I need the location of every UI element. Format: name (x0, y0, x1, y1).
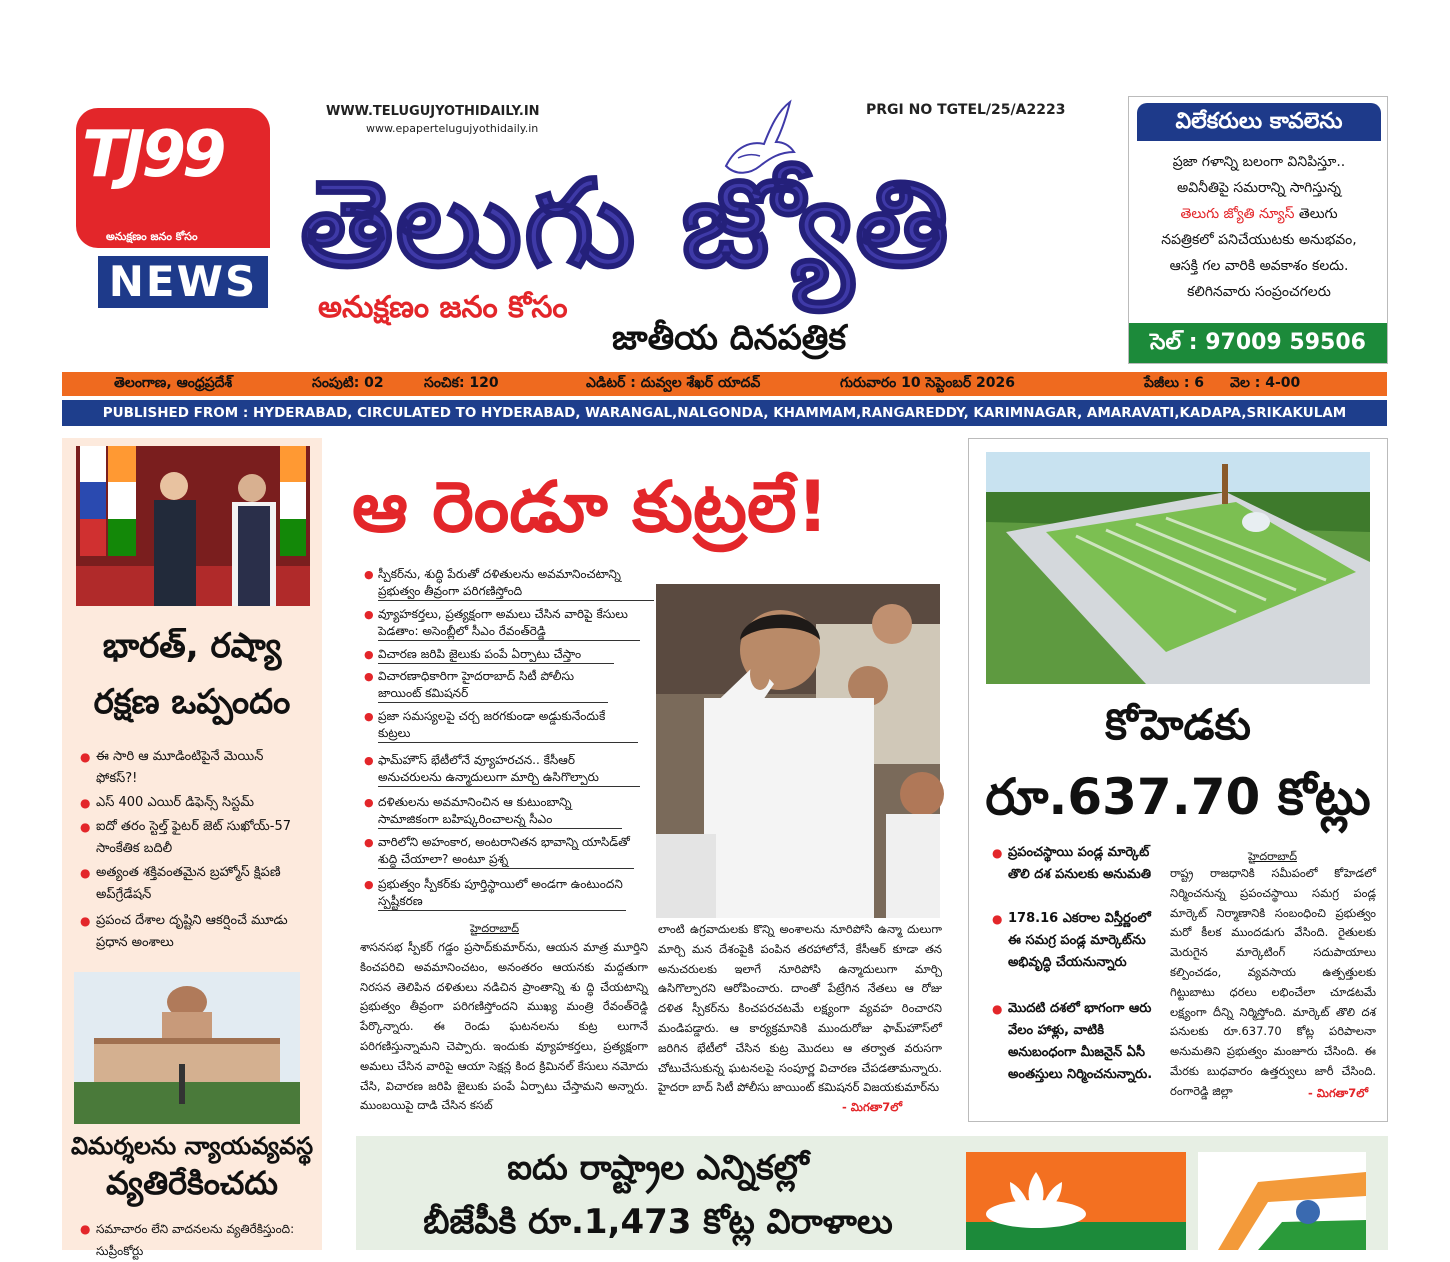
ad-body (1135, 149, 1383, 305)
logo-news-text: NEWS (98, 256, 268, 308)
lotus-icon (966, 1152, 1186, 1250)
center-bullet: ● ఫామ్‌హౌస్ భేటీలోనే వ్యూహరచన.. కేసీఆర్ అనుచరులను ఉన్మాదులుగా మార్చి ఉసిగొల్పారు (378, 752, 640, 787)
issue-info-bar (62, 372, 1387, 396)
right-headline-line-1[interactable]: కోహెడకు (1105, 700, 1251, 749)
left-headline[interactable] (62, 618, 322, 730)
leaders-photo-illustration (76, 446, 310, 606)
market-photo-illustration (986, 452, 1370, 684)
info-pages: పేజీలు : 6 (1144, 375, 1205, 391)
left-headline-line-2: రక్షణ ఒప్పందం (93, 682, 291, 722)
leaders-handshake-photo[interactable] (76, 446, 310, 606)
cm-photo-illustration (656, 584, 940, 918)
court-photo-illustration (74, 972, 300, 1124)
bjp-flag-photo (966, 1152, 1186, 1250)
left-bullet: ● ఐదో తరం స్టెల్త్ ఫైటర్ జెట్ సుఖోయ్-57 సాంకేతిక బదిలీ (96, 816, 306, 860)
right-body: రాష్ట్ర రాజధానికి సమీపంలో కోహెడలో నిర్మించనున్న ప్రపంచస్థాయి సమగ్ర పండ్ల మార్కెట్ నిర్మాణానికి సంబంధించి ప్రభుత్వం మరో కీలక ముందడుగు వేసింది. రైతులకు మెరుగైన మార్కెటింగ్ సదుపాయాలు కల్పించడం, వ్యవసాయ ఉత్పత్తులకు గిట్టుబాటు ధరలు లభించేలా చూడటమే లక్ష్యంగా దీన్ని నిర్మిస్తోంది. మార్కెట్ తొలి దశ పనులకు రూ.637.70 కోట్ల పరిపాలనా అనుమతిని ప్రభుత్వం మంజూరు చేసింది. ఈ మేరకు బుధవారం ఉత్తర్వులు జారీ చేసింది. రంగారెడ్డి జిల్లా (1170, 866, 1376, 1098)
right-bullet: ● 178.16 ఎకరాల విస్తీర్ణంలో ఈ సమగ్ర పండ్ల మార్కెట్‌ను అభివృద్ధి చేయనున్నారు (1008, 908, 1158, 974)
website-url[interactable]: WWW.TELUGUJYOTHIDAILY.IN (326, 104, 540, 119)
center-bullet: ● విచారణాధికారిగా హైదరాబాద్ సిటీ పోలీసు జాయింట్ కమిషనర్ (378, 668, 608, 703)
court-headline-line-1[interactable]: విమర్శలను న్యాయవ్యవస్థ (70, 1132, 314, 1160)
court-headline-line-2[interactable]: వ్యతిరేకించదు (106, 1164, 278, 1202)
supreme-court-photo[interactable] (74, 972, 300, 1124)
center-body-left: శాసనసభ స్పీకర్ గడ్డం ప్రసాద్‌కుమార్‌ను, ఆయన మాత్ర మూర్తిని కించపరిచి అవమానించటం, అనంతరం ఆయనకు మద్దతుగా నిరసన తెలిపిన దళితులు నడిచిన ప్రాంతాన్ని శు ద్ధి చేయటాన్ని ప్రభుత్వం తీవ్రంగా పరిగణిస్తోందని ముఖ్య మంత్రి రేవంత్‌రెడ్డి పేర్కొన్నారు. ఈ రెండు ఘటనలను కుట్ర లుగానే పరిగణిస్తున్నామని చెప్పారు. ఇందుకు వ్యూహకర్తలు, ప్రత్యక్షంగా అమలు చేసిన వారిపై ఆయా సెక్షన్ల కింద క్రిమినల్ కేసులు నమోదు చేసి, విచారణ జరిపి జైలుకు పంపే ఏర్పాటు చేస్తామని అన్నారు. ముంబయిపై దాడి చేసిన కసబ్ (360, 940, 648, 1113)
info-editor: ఎడిటర్ : దువ్వల శేఖర్ యాదవ్ (586, 375, 761, 391)
hand-icon (1198, 1152, 1366, 1250)
center-bullet: ● దళితులను అవమానించిన ఆ కుటుంబాన్ని సామాజికంగా బహిష్కరించాలన్న సీఎం (378, 794, 622, 829)
logo-tagline: అనుక్షణం జనం కోసం (106, 230, 198, 243)
published-from-bar: PUBLISHED FROM : HYDERABAD, CIRCULATED TO HYDERABAD, WARANGAL,NALGONDA, KHAMMAM,RANGAREDDY, KARIMNAGAR, AMARAVATI,KADAPA,SRIKAKULAM (62, 400, 1387, 426)
center-body-right: లాంటి ఉగ్రవాదులకు కొన్ని అంశాలను నూరిపోసి ఉన్మా దులుగా మార్చి మన దేశంపైకి పంపిన తరహాలోనే, కేసీఆర్ కూడా తన అనుచరులకు ఇలాగే నూరిపోసి ఉన్మాదులుగా మార్చి ఉసిగొల్పారని ఆరోపించారు. దాంతో పేట్రేగిన నేతలు ఆ రోజు దళిత స్పీకర్‌ను కించపరచటమే లక్ష్యంగా వ్యవహ రించారని మండిపడ్డారు. ఆ కార్యక్రమానికి ముందురోజు ఫామ్‌హౌస్‌లో జరిగిన భేటీలో చేసిన కుట్ర మొదలు ఆ తర్వాత వరుసగా చోటుచేసుకున్న ఘటనలపై సంపూర్ణ విచారణ చేపడతామన్నారు. హైదరా బాద్ సిటీ పోలీసు జాయింట్ కమిషనర్ విజయకుమార్‌ను (658, 922, 942, 1095)
center-bullet: ● ప్రజా సమస్యలపై చర్చ జరగకుండా అడ్డుకునేందుకే కుట్రలు (378, 708, 638, 743)
info-issue: సంచిక: 120 (424, 375, 499, 391)
newspaper-tagline: అనుక్షణం జనం కోసం (318, 290, 568, 325)
left-bullet: ● అత్యంత శక్తివంతమైన బ్రహ్మోస్ క్షిపణి అప్‌గ్రేడేషన్ (96, 862, 306, 906)
left-bullet: ● ఎస్ 400 ఎయిర్ డిఫెన్స్ సిస్టమ్ (96, 792, 306, 814)
prgi-number: PRGI NO TGTEL/25/A2223 (866, 102, 1066, 118)
tj99-news-logo (76, 108, 270, 308)
center-bullet: ● ప్రభుత్వం స్పీకర్‌కు పూర్తిస్థాయిలో అండగా ఉంటుందని స్పష్టీకరణ (378, 876, 626, 911)
court-bullet: ● సమాచారం లేని వాదనలను వ్యతిరేకిస్తుంది: సుప్రీంకోర్టు (96, 1218, 306, 1262)
right-dateline: హైదరాబాద్ (1248, 850, 1297, 863)
main-headline[interactable]: ఆ రెండూ కుట్రలే! (352, 466, 829, 548)
fruit-market-rendering[interactable] (986, 452, 1370, 684)
ad-line: అవినీతిపై సమరాన్ని సాగిస్తున్న (1177, 180, 1341, 196)
info-date: గురువారం 10 సెప్టెంబర్ 2026 (840, 375, 1015, 391)
epaper-url[interactable]: www.epapertelugujyothidaily.in (366, 122, 539, 135)
center-bullet: ● వారిలోని అహంకార, అంటరానితన భావాన్ని యాసిడ్‌తో శుద్ధి చేయాలా? అంటూ ప్రశ్న (378, 834, 634, 869)
bottom-headline-line-1[interactable]: ఐదు రాష్ట్రాల ఎన్నికల్లో (507, 1148, 809, 1188)
ad-heading: విలేకరులు కావలెను (1137, 103, 1381, 141)
chief-minister-photo[interactable] (656, 584, 940, 918)
ad-highlight-suffix: తెలుగు (1294, 206, 1338, 222)
center-bullet: ● స్పీకర్‌ను, శుద్ధి పేరుతో దళితులను అవమానించటాన్ని ప్రభుత్వం తీవ్రంగా పరిగణిస్తోంది (378, 566, 654, 601)
center-bullet: ● విచారణ జరిపి జైలుకు పంపే ఏర్పాటు చేస్తాం (378, 646, 614, 664)
newspaper-subtitle: జాతీయ దినపత్రిక (612, 318, 847, 358)
reporters-wanted-ad (1128, 96, 1388, 364)
ad-line (1135, 201, 1383, 227)
ad-line: ఆసక్తి గల వారికి అవకాశం కలదు. (1169, 258, 1349, 274)
logo-tj99-text: TJ99 (82, 118, 223, 192)
right-continued[interactable]: - మిగతా7లో (1308, 1086, 1369, 1100)
congress-flag-photo (1198, 1152, 1366, 1250)
left-headline-line-1: భారత్, రష్యా (102, 626, 282, 666)
left-bullet: ● ప్రపంచ దేశాల దృష్టిని ఆకర్షించే మూడు ప్రధాన అంశాలు (96, 910, 306, 954)
center-continued[interactable]: - మిగతా7లో (842, 1100, 903, 1114)
bottom-headline-line-2[interactable]: బీజేపీకి రూ.1,473 కోట్ల విరాళాలు (423, 1202, 893, 1242)
right-bullet: ● మొదటి దశలో భాగంగా ఆరు వేలం హాళ్లు, వాటికి అనుబంధంగా మీజనైన్ ఏసీ అంతస్తులు నిర్మించనున్నారు. (1008, 998, 1158, 1086)
info-volume: సంపుటి: 02 (312, 375, 384, 391)
info-states: తెలంగాణ, ఆంధ్రప్రదేశ్ (114, 375, 233, 391)
left-bullet: ● ఈ సారి ఆ మూడింటిపైనే మెయిన్ ఫోకస్?! (96, 746, 306, 790)
newspaper-title: తెలుగు జ్యోతి (300, 155, 951, 294)
ad-highlight: తెలుగు జ్యోతి న్యూస్ (1180, 206, 1295, 222)
right-bullet: ● ప్రపంచస్థాయి పండ్ల మార్కెట్ తొలి దశ పనులకు అనుమతి (1008, 842, 1158, 886)
ad-line: నపత్రికలో పనిచేయుటకు అనుభవం, (1161, 232, 1357, 248)
ad-line: ప్రజా గళాన్ని బలంగా వినిపిస్తూ.. (1172, 154, 1346, 170)
info-price: వెల : 4-00 (1230, 375, 1301, 391)
ad-line: కలిగినవారు సంప్రంచగలరు (1187, 284, 1331, 300)
center-bullet: ● వ్యూహకర్తలు, ప్రత్యక్షంగా అమలు చేసిన వారిపై కేసులు పెడతాం: అసెంబ్లీలో సీఎం రేవంత్‌రెడ్డి (378, 606, 640, 641)
right-headline-line-2[interactable]: రూ.637.70 కోట్లు (985, 768, 1371, 826)
ad-phone-number[interactable]: సెల్ : 97009 59506 (1129, 323, 1387, 363)
center-dateline: హైదరాబాద్ (470, 922, 519, 935)
